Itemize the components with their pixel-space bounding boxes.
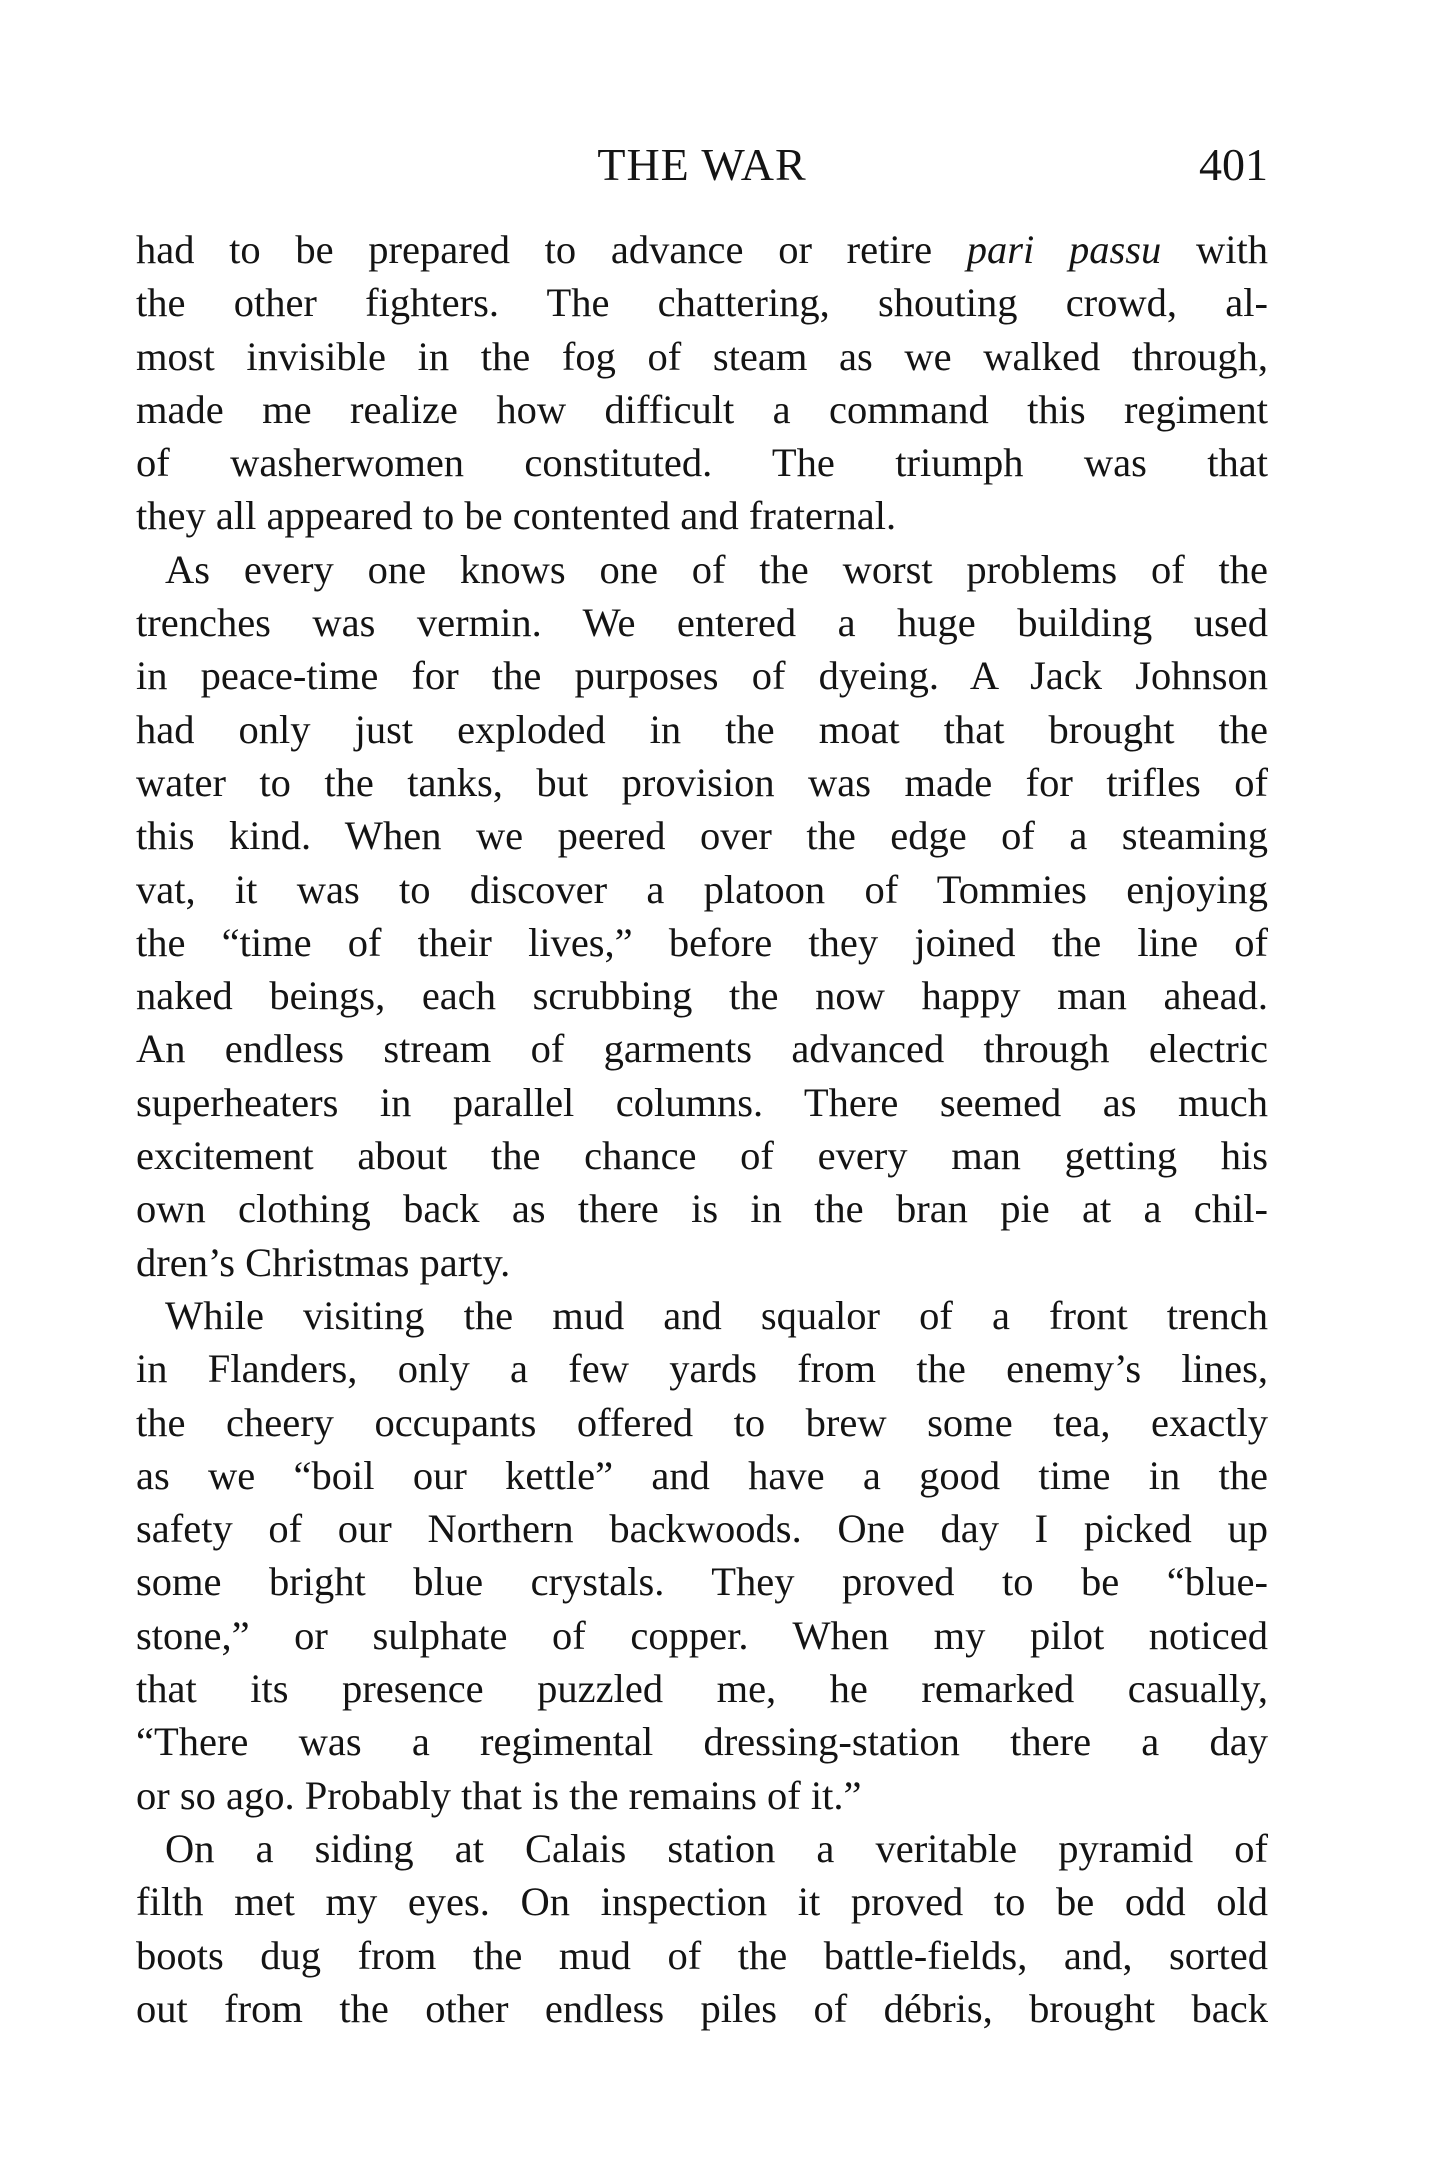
- text-line: some bright blue crystals. They proved to be “blue-: [136, 1559, 1268, 1605]
- text-line: stone,” or sulphate of copper. When my pilot noticed: [136, 1612, 1268, 1658]
- text-line: naked beings, each scrubbing the now happy man ahead.: [136, 973, 1268, 1019]
- running-head: THE WAR: [597, 139, 807, 190]
- text-line: On a siding at Calais station a veritable pyramid of: [165, 1825, 1268, 1871]
- text-line: that its presence puzzled me, he remarked casually,: [136, 1666, 1268, 1712]
- text-line: they all appeared to be contented and fraternal.: [136, 493, 897, 539]
- text-line: vat, it was to discover a platoon of Tommies enjoying: [136, 866, 1268, 912]
- page-header: [136, 135, 1268, 195]
- text-line: out from the other endless piles of débris, brought back: [136, 1985, 1268, 2031]
- text-line: the “time of their lives,” before they joined the line of: [136, 919, 1268, 965]
- text-line: in peace-time for the purposes of dyeing. A Jack Johnson: [136, 653, 1268, 699]
- text-line: While visiting the mud and squalor of a front trench: [165, 1292, 1268, 1338]
- text-line: or so ago. Probably that is the remains of it.”: [136, 1772, 862, 1818]
- text-line: the other fighters. The chattering, shouting crowd, al-: [136, 280, 1268, 326]
- text-line: in Flanders, only a few yards from the enemy’s lines,: [136, 1346, 1268, 1392]
- text-line: as we “boil our kettle” and have a good time in the: [136, 1452, 1268, 1498]
- text-line: of washerwomen constituted. The triumph was that: [136, 440, 1268, 486]
- text-line: excitement about the chance of every man getting his: [136, 1133, 1268, 1179]
- text-line: own clothing back as there is in the bran pie at a chil-: [136, 1186, 1268, 1232]
- text-line: safety of our Northern backwoods. One day I picked up: [136, 1506, 1268, 1552]
- italic-phrase: pari passu: [966, 227, 1162, 272]
- text-line: water to the tanks, but provision was made for trifles of: [136, 759, 1268, 805]
- text-line: filth met my eyes. On inspection it proved to be odd old: [136, 1879, 1268, 1925]
- text-line: “There was a regimental dressing-station there a day: [136, 1719, 1268, 1765]
- text-line: superheaters in parallel columns. There seemed as much: [136, 1079, 1268, 1125]
- text-line: the cheery occupants offered to brew some tea, exactly: [136, 1399, 1268, 1445]
- paragraph: [136, 223, 1268, 543]
- text-line: had only just exploded in the moat that brought the: [136, 706, 1268, 752]
- page-number: 401: [1199, 139, 1268, 190]
- text-line: As every one knows one of the worst problems of the: [165, 546, 1268, 592]
- text-line: made me realize how difficult a command this regiment: [136, 386, 1268, 432]
- text-line: trenches was vermin. We entered a huge building used: [136, 600, 1268, 646]
- paragraph: [136, 543, 1268, 1289]
- text-line: boots dug from the mud of the battle-fields, and, sorted: [136, 1932, 1268, 1978]
- text-line: most invisible in the fog of steam as we walked through,: [136, 333, 1268, 379]
- text-segment: with: [1161, 227, 1268, 272]
- text-line: [136, 223, 1268, 276]
- paragraph: [136, 1822, 1268, 2035]
- text-segment: had to be prepared to advance or retire: [136, 227, 967, 272]
- text-line: dren’s Christmas party.: [136, 1239, 511, 1285]
- body-text: [136, 223, 1268, 2035]
- text-line: An endless stream of garments advanced through electric: [136, 1026, 1268, 1072]
- paragraph: [136, 1289, 1268, 1822]
- text-line: this kind. When we peered over the edge of a steaming: [136, 813, 1268, 859]
